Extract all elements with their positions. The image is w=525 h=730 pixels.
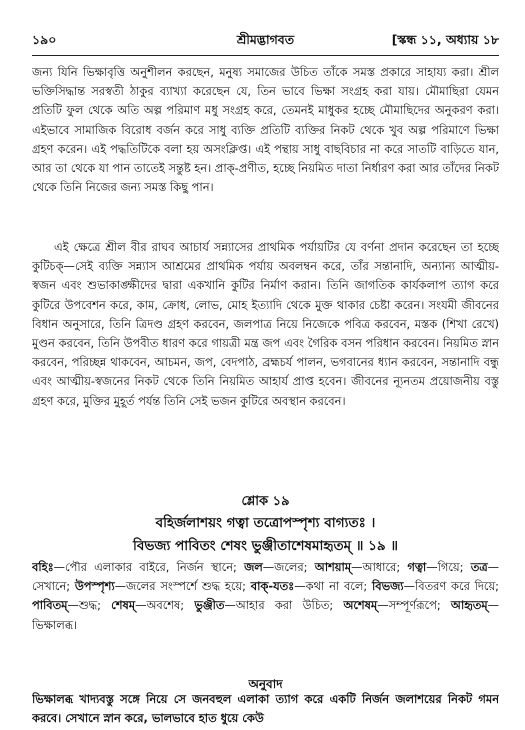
synonym-term: উপস্পৃশ্য	[74, 579, 115, 594]
synonym-term: বাক্-যতঃ	[250, 579, 295, 594]
translation-heading: অনুবাদ	[248, 677, 283, 691]
synonym-meaning: —সেখানে;	[32, 560, 499, 594]
verse-line-1: বহির্জলাশয়ং গত্বা তত্রোপস্পৃশ্য বাগ্যতঃ ।	[155, 515, 376, 531]
synonym-term: আশয়াম্	[314, 560, 352, 574]
header-rule	[32, 55, 499, 56]
synonym-meaning: —অবশেষ;	[135, 598, 195, 613]
synonyms-section	[32, 558, 499, 672]
synonym-term: অশেষম্	[343, 598, 378, 613]
page-header	[32, 32, 499, 52]
synonym-meaning: —গিয়ে;	[426, 560, 471, 574]
translation-section	[32, 690, 499, 730]
verse-line-2: বিভজ্য পাবিতং শেষং ভুঞ্জীতাশেষমাহৃতম্ ॥ ১৯ ॥	[132, 538, 399, 554]
canto-chapter-label: [স্কন্ধ ১১, অধ্যায় ১৮	[391, 32, 499, 47]
page-number: ১৯০	[32, 32, 57, 47]
synonyms-list	[32, 558, 499, 635]
synonym-meaning: —ভিক্ষালব্ধ।	[32, 598, 499, 632]
synonym-meaning: —পৌর এলাকার বাইরে, নির্জন স্থানে;	[53, 560, 245, 574]
synonym-meaning: —বিতরণ করে দিয়ে;	[403, 579, 499, 594]
translation-text: ভিক্ষালব্ধ খাদ্যবস্তু সঙ্গে নিয়ে সে জনবহুল এলাকা ত্যাগ করে একটি নির্জন জলাশয়ের নিকট গমন করবে। সেখানে স্নান করে, ভালভাবে হাত ধুয়ে কেউ	[32, 692, 499, 726]
synonym-meaning: —জলের সংস্পর্শে শুদ্ধ হয়ে;	[114, 579, 251, 594]
synonym-meaning: —কথা না বলে;	[294, 579, 372, 594]
purport-paragraph-1	[32, 63, 499, 238]
book-title: শ্রীমদ্ভাগবত	[236, 32, 295, 47]
synonym-term: পাবিতম্	[32, 598, 68, 613]
synonym-meaning: —জলের;	[262, 560, 315, 574]
purport-text-2: এই ক্ষেত্রে শ্রীল বীর রাঘব আচার্য সন্ন্যাসের প্রাথমিক পর্যায়টির যে বর্ণনা প্রদান করেছেন তা হচ্ছে কুটিচক্—সেই ব্যক্তি সন্ন্যাস আশ্রমের প্রাথমিক পর্যায় অবলম্বন করে, তাঁর সন্তানাদি, অন্যান্য আত্মীয়-স্বজন এবং শুভাকাঙ্ক্ষীদের দ্বারা একখানি কুটির নির্মাণ করান। তিনি জাগতিক কার্যকলাপ ত্যাগ করে কুটিরে উপবেশন করে, কাম, ক্রোধ, লোভ, মোহ ইত্যাদি থেকে মুক্ত থাকার চেষ্টা করেন। সংযমী জীবনের বিধান অনুসারে, তিনি ত্রিদণ্ড গ্রহণ করবেন, জলপাত্র নিয়ে নিজেকে পবিত্র করবেন, মস্তক (শিখা রেখে) মুণ্ডন করবেন, তিনি উপবীত ধারণ করে গায়ত্রী মন্ত্র জপ এবং গৈরিক বসন পরিধান করবেন। নিয়মিত স্নান করবেন, পরিচ্ছন্ন থাকবেন, আচমন, জপ, বেদপাঠ, ব্রহ্মচর্য পালন, ভগবানের ধ্যান করবেন, সন্তানাদি বন্ধু এবং আত্মীয়-স্বজনের নিকট থেকে তিনি নিয়মিত আহার্য প্রাপ্ত হবেন। জীবনের ন্যূনতম প্রয়োজনীয় বস্তু গ্রহণ করে, মুক্তির মুহূর্ত পর্যন্ত তিনি সেই ভজন কুটিরে অবস্থান করবেন।	[32, 240, 499, 408]
verse-text	[32, 512, 499, 558]
synonym-term: বহিঃ	[32, 560, 54, 574]
purport-text-1: জন্য যিনি ভিক্ষাবৃত্তি অনুশীলন করছেন, মনুষ্য সমাজের উচিত তাঁকে সমস্ত প্রকারে সাহায্য করা। শ্রীল ভক্তিসিদ্ধান্ত সরস্বতী ঠাকুর ব্যাখ্যা করেছেন যে, তিন ভাবে ভিক্ষা সংগ্রহ করা যায়। মৌমাছিরা যেমন প্রতিটি ফুল থেকে অতি অল্প পরিমাণ মধু সংগ্রহ করে, তেমনই মাধুকর হচ্ছে মৌমাছিদের অনুকরণ করা। এইভাবে সামাজিক বিরোধ বর্জন করে সাধু ব্যক্তি প্রতিটি ব্যক্তির নিকট থেকে খুব অল্প পরিমাণে ভিক্ষা গ্রহণ করেন। এই পদ্ধতিটিকে বলা হয় অসংক্লিপ্ত। এই পন্থায় সাধু বাছবিচার না করে সাতটি বাড়িতে যান, আর তা থেকে যা পান তাতেই সন্তুষ্ট হন। প্রাক্-প্রণীত, হচ্ছে নিয়মিত দাতা নির্ধারণ করা আর তাঁদের নিকট থেকে তিনি নিজের জন্য সমস্ত কিছু পান।	[32, 65, 499, 195]
synonym-term: তত্র	[470, 560, 488, 574]
synonym-meaning: —সম্পূর্ণরূপে;	[377, 598, 451, 613]
verse-heading: শ্লোক ১৯	[241, 494, 290, 509]
synonym-term: ভুঞ্জীত	[194, 598, 225, 613]
synonym-term: গত্বা	[407, 560, 427, 574]
synonym-term: আহৃতম্	[450, 598, 488, 613]
synonym-meaning: —আধারে;	[351, 560, 408, 574]
synonym-term: বিভজ্য	[371, 579, 404, 594]
synonym-meaning: —শুদ্ধ;	[67, 598, 112, 613]
synonym-term: শেষম্	[111, 598, 136, 613]
synonym-term: জল	[244, 560, 263, 574]
purport-paragraph-2	[32, 238, 499, 483]
synonym-meaning: —আহার করা উচিত;	[224, 598, 344, 613]
